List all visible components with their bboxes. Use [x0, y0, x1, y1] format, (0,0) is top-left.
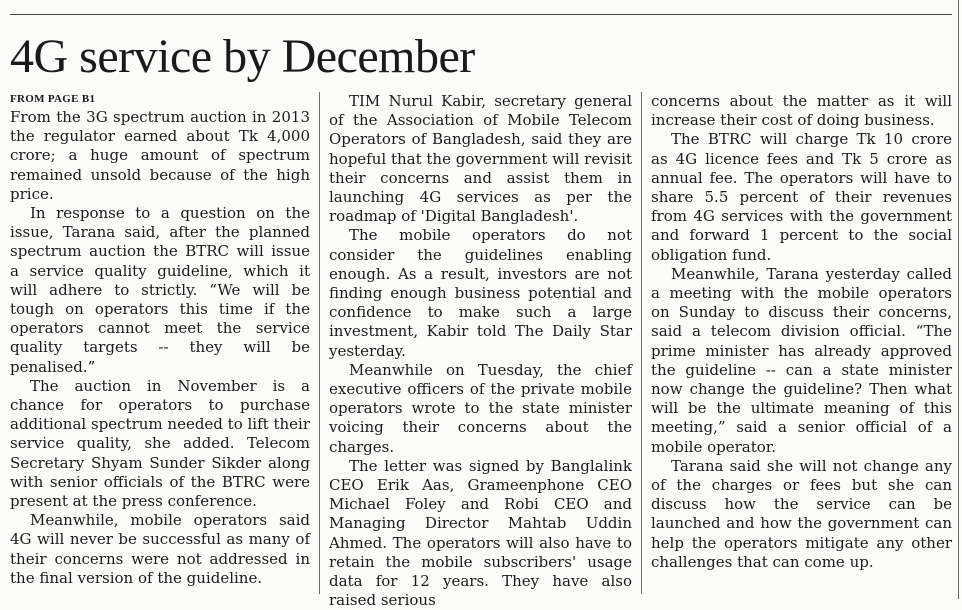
column-divider-1 [319, 92, 320, 594]
headline: 4G service by December [10, 30, 475, 83]
paragraph: Tarana said she will not change any of the charges or fees but she can discuss how the service can be launched and how the government can help the operators mitigate any other challenges that can come up. [651, 456, 952, 571]
paragraph: The mobile operators do not consider the guidelines enabling enough. As a result, investors are not finding enough business potential and confidence to make such a large investment, Kabir told The Daily Star yesterday. [329, 226, 632, 360]
article-column-3 [651, 92, 952, 597]
paragraph: TIM Nurul Kabir, secretary general of the Association of Mobile Telecom Operators of Bangladesh, said they are hopeful that the government will revisit their concerns and assist them in launching 4G services as per the roadmap of 'Digital Bangladesh'. [329, 92, 632, 226]
paragraph: The auction in November is a chance for operators to purchase additional spectrum needed to lift their service quality, she added. Telecom Secretary Shyam Sunder Sikder along with senior officials of the BTRC were present at the press conference. [10, 376, 310, 511]
right-edge-rule [958, 0, 959, 599]
paragraph: concerns about the matter as it will increase their cost of doing business. [651, 92, 952, 130]
top-rule [10, 14, 952, 15]
column-divider-2 [641, 92, 642, 594]
article-column-1 [10, 92, 310, 597]
paragraph: Meanwhile on Tuesday, the chief executive officers of the private mobile operators wrote to the state minister voicing their concerns about the charges. [329, 360, 632, 456]
article-column-2 [329, 92, 632, 610]
paragraph: Meanwhile, Tarana yesterday called a meeting with the mobile operators on Sunday to discuss their concerns, said a telecom division official. “The prime minister has already approved the guideline -- can a state minister now change the guideline? Then what will be the ultimate meaning of this meeting,” said a senior official of a mobile operator. [651, 264, 952, 456]
paragraph: From the 3G spectrum auction in 2013 the regulator earned about Tk 4,000 crore; a huge amount of spectrum remained unsold because of the high price. [10, 108, 310, 203]
paragraph: Meanwhile, mobile operators said 4G will never be successful as many of their concerns were not addressed in the final version of the guideline. [10, 511, 310, 587]
paragraph: The letter was signed by Banglalink CEO Erik Aas, Grameenphone CEO Michael Foley and Robi CEO and Managing Director Mahtab Uddin Ahmed. The operators will also have to retain the mobile subscribers' usage data for 12 years. They have also raised serious [329, 456, 632, 610]
paragraph: In response to a question on the issue, Tarana said, after the planned spectrum auction the BTRC will issue a service quality guideline, which it will adhere to strictly. “We will be tough on operators this time if the operators cannot meet the service quality targets -- they will be penalised.” [10, 204, 310, 376]
paragraph: The BTRC will charge Tk 10 crore as 4G licence fees and Tk 5 crore as annual fee. The operators will have to share 5.5 percent of their revenues from 4G services with the government and forward 1 percent to the social obligation fund. [651, 130, 952, 264]
jump-line: FROM PAGE B1 [10, 93, 96, 105]
